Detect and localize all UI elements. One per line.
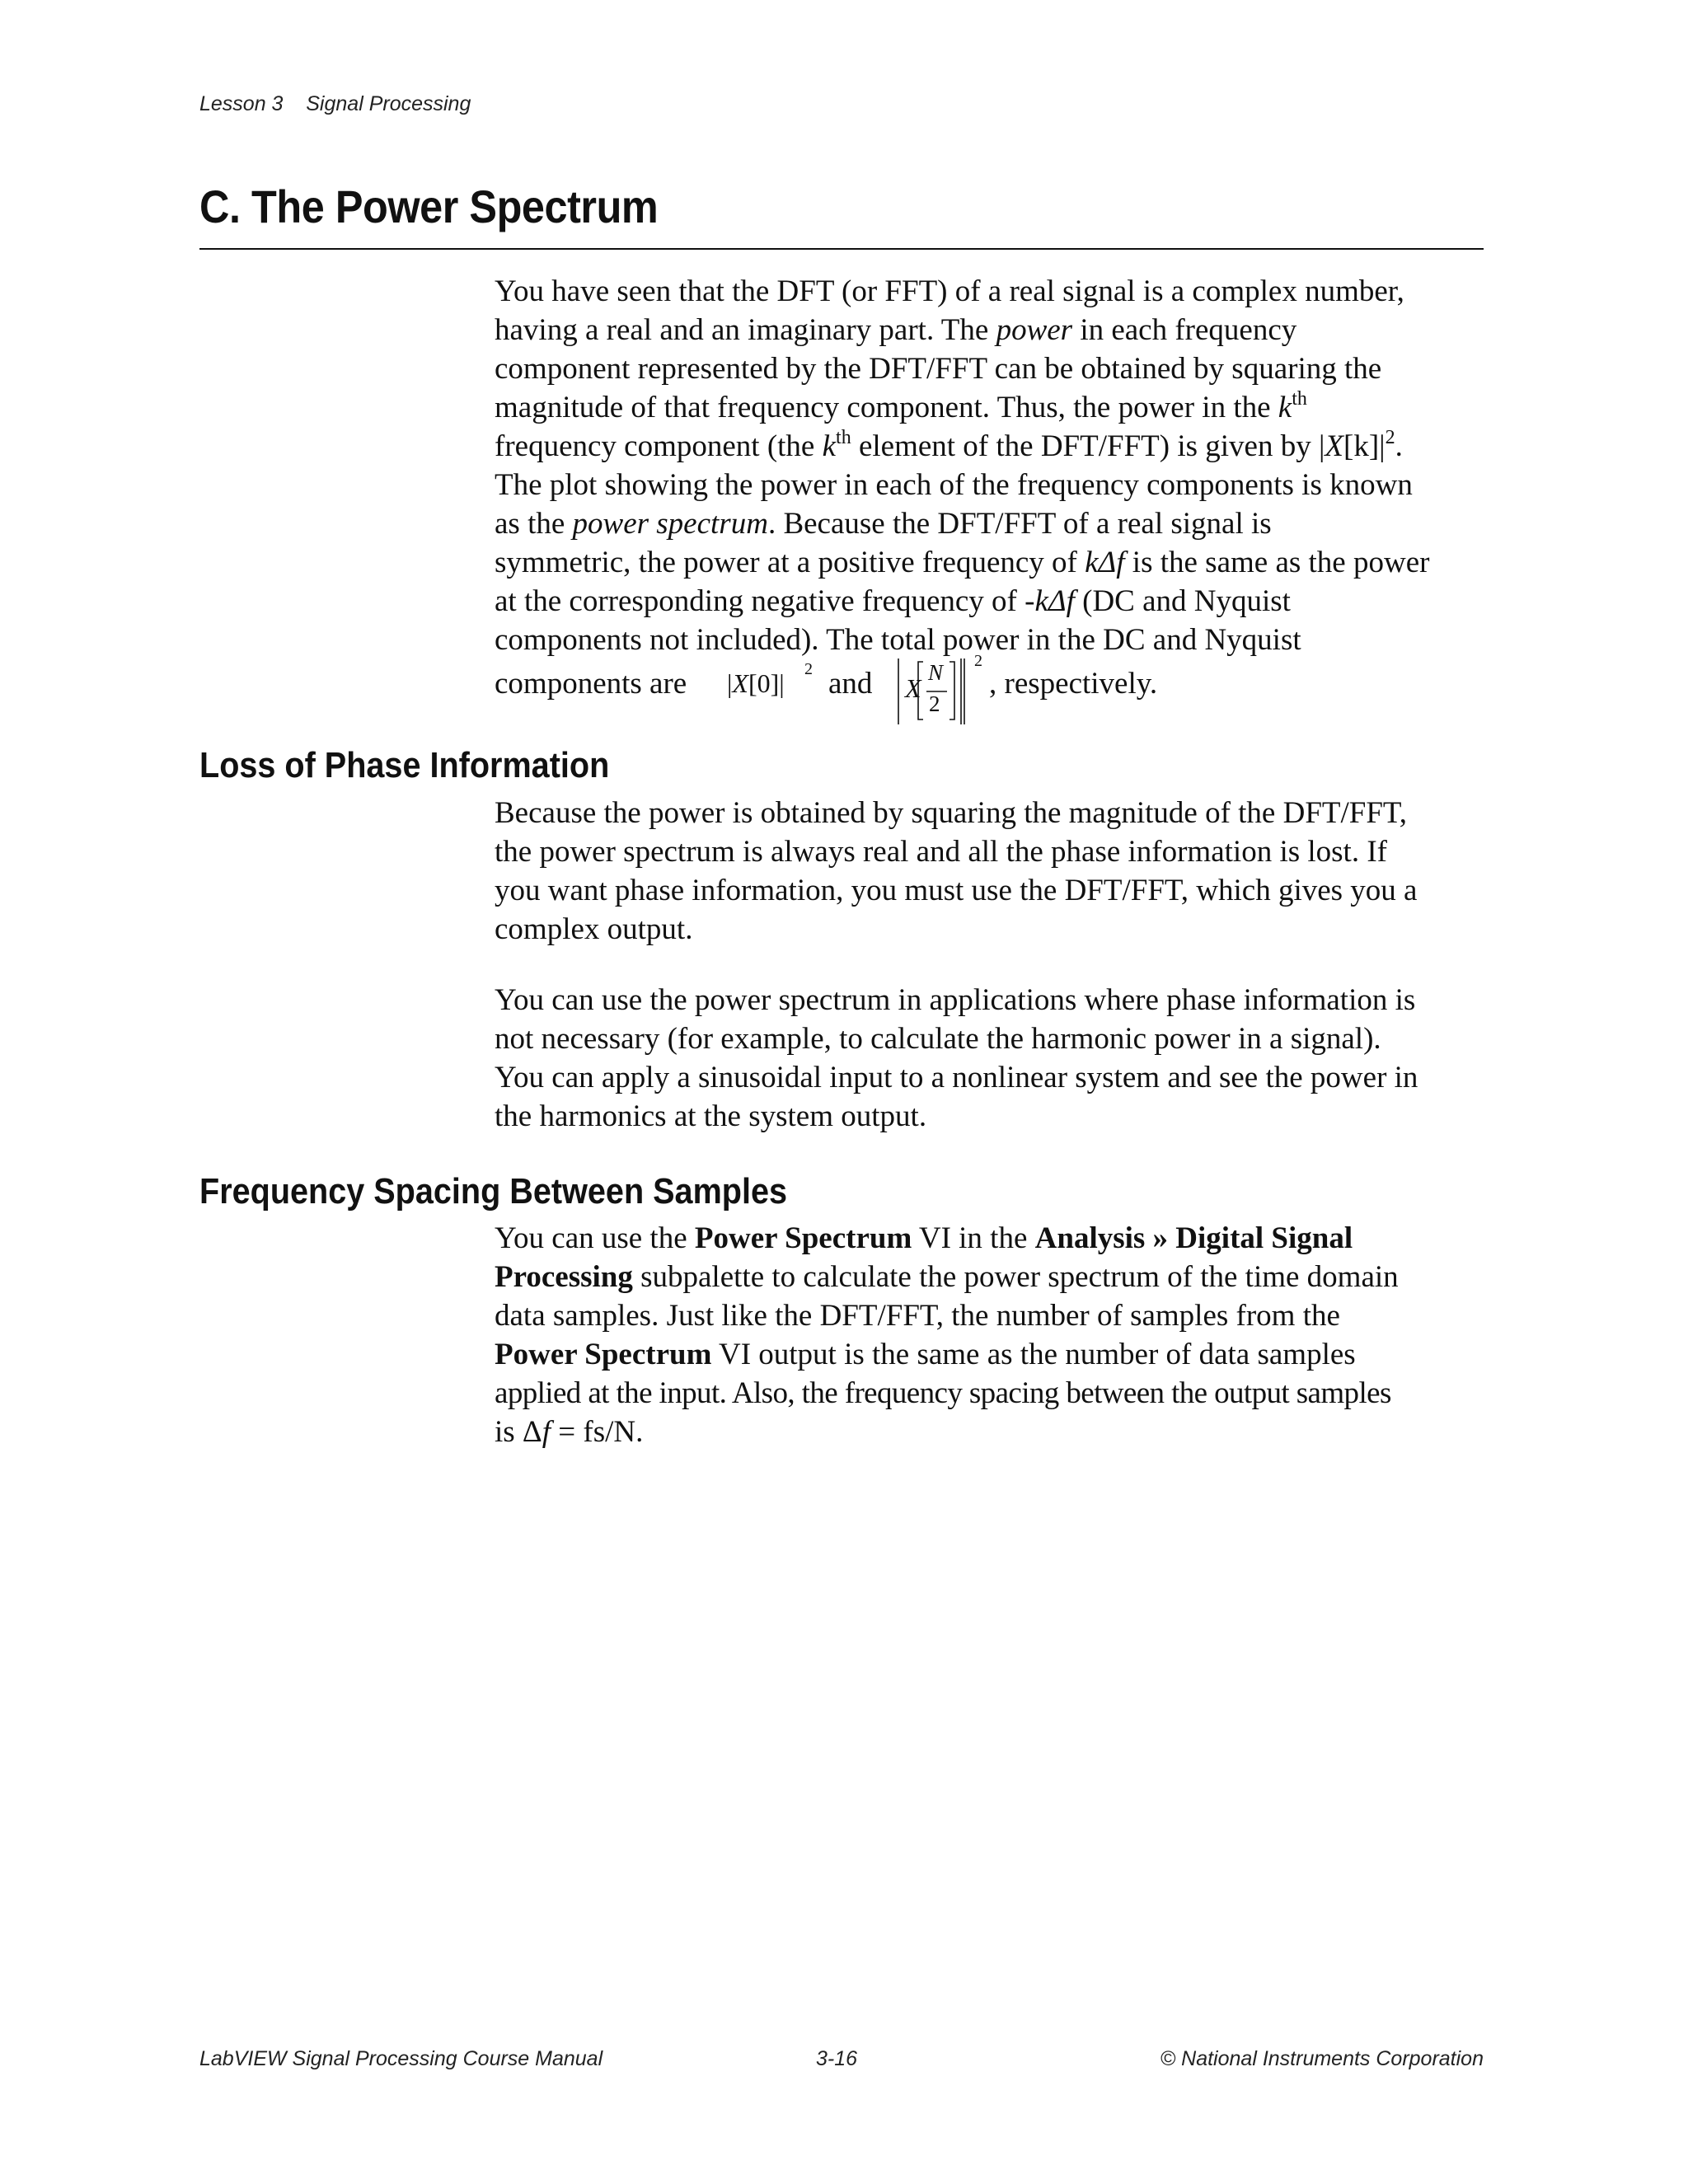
formula-lead-text: components are: [495, 667, 687, 701]
math-k: k: [822, 429, 837, 463]
dc-index: [0]|: [748, 668, 785, 698]
text-run: in each frequency: [1072, 313, 1297, 347]
text-run: VI in the: [912, 1221, 1035, 1255]
text-run: symmetric, the power at a positive frequency of: [495, 546, 1085, 579]
loss-of-phase-paragraph-1: [495, 794, 1484, 949]
formula-and-text: and: [828, 667, 873, 701]
dc-power-formula: [727, 668, 785, 699]
emphasis-power-spectrum: power spectrum: [572, 507, 768, 541]
superscript-2: 2: [1385, 427, 1395, 448]
nyquist-exponent: 2: [974, 652, 982, 670]
intro-line-10: components not included). The total power in the DC and Nyquist: [495, 623, 1301, 657]
intro-line-3: component represented by the DFT/FFT can be obtained by squaring the: [495, 352, 1382, 386]
paragraph-line: applied at the input. Also, the frequency spacing between the output samples: [495, 1376, 1391, 1410]
text-run: at the corresponding negative frequency of -: [495, 584, 1035, 618]
abs-bar: |: [727, 668, 733, 698]
superscript-th: th: [1292, 388, 1307, 410]
paragraph-line: you want phase information, you must use the DFT/FFT, which gives you a: [495, 874, 1418, 907]
text-run: as the: [495, 507, 573, 541]
text-run: is Δ: [495, 1415, 542, 1449]
paragraph-line: You can apply a sinusoidal input to a nonlinear system and see the power in: [495, 1061, 1418, 1094]
emphasis-power: power: [996, 313, 1073, 347]
math-x: X: [732, 668, 748, 698]
intro-line-8: [495, 543, 1484, 582]
paragraph-line: the power spectrum is always real and all the phase information is lost. If: [495, 835, 1387, 869]
footer-page-number: 3-16: [816, 2047, 858, 2070]
paragraph-line: [495, 1219, 1484, 1258]
math-k-delta-f: kΔf: [1085, 546, 1125, 579]
bold-power-spectrum: Power Spectrum: [694, 1221, 912, 1255]
math-f: f: [542, 1415, 551, 1449]
math-x: X: [1325, 429, 1343, 463]
paragraph-line: data samples. Just like the DFT/FFT, the number of samples from the: [495, 1299, 1340, 1333]
text-run: having a real and an imaginary part. The: [495, 313, 996, 347]
bold-palette-path: Analysis » Digital Signal: [1034, 1221, 1353, 1255]
nyquist-x: X: [905, 673, 921, 703]
nyquist-denominator: 2: [929, 691, 940, 716]
frequency-spacing-paragraph: [495, 1219, 1484, 1451]
paragraph-line: the harmonics at the system output.: [495, 1099, 927, 1133]
heading-frequency-spacing: Frequency Spacing Between Samples: [199, 1171, 788, 1212]
paragraph-line: [495, 1335, 1484, 1374]
text-run: frequency component (the: [495, 429, 823, 463]
intro-line-9: [495, 582, 1484, 621]
text-run: VI output is the same as the number of data samples: [711, 1338, 1356, 1371]
intro-line-1: You have seen that the DFT (or FFT) of a real signal is a complex number,: [495, 274, 1404, 308]
paragraph-line: [495, 1413, 1484, 1451]
formula-tail-text: , respectively.: [989, 667, 1158, 701]
text-run: [k]|: [1343, 429, 1386, 463]
section-title: C. The Power Spectrum: [199, 180, 659, 232]
math-k: k: [1278, 391, 1292, 424]
paragraph-line: not necessary (for example, to calculate the harmonic power in a signal).: [495, 1022, 1381, 1056]
intro-line-5: [495, 427, 1484, 466]
text-run: subpalette to calculate the power spectrum of the time domain: [632, 1260, 1399, 1294]
footer-manual-title: LabVIEW Signal Processing Course Manual: [199, 2047, 603, 2070]
superscript-th: th: [836, 427, 851, 448]
text-run: (DC and Nyquist: [1074, 584, 1291, 618]
dc-exponent: 2: [804, 660, 813, 678]
loss-of-phase-paragraph-2: [495, 981, 1484, 1136]
intro-line-7: [495, 504, 1484, 543]
bold-power-spectrum: Power Spectrum: [495, 1338, 712, 1371]
paragraph-line: Because the power is obtained by squaring the magnitude of the DFT/FFT,: [495, 796, 1408, 830]
running-header: Lesson 3 Signal Processing: [199, 92, 471, 115]
text-run: element of the DFT/FFT) is given by |: [851, 429, 1325, 463]
paragraph-line: complex output.: [495, 912, 693, 946]
math-k-delta-f: kΔf: [1034, 584, 1075, 618]
bold-processing: Processing: [495, 1260, 633, 1294]
paragraph-line: [495, 1258, 1484, 1296]
nyquist-numerator: N: [928, 660, 944, 685]
text-run: is the same as the power: [1124, 546, 1430, 579]
intro-line-4: [495, 388, 1484, 427]
heading-loss-of-phase: Loss of Phase Information: [199, 745, 610, 785]
paragraph-line: You can use the power spectrum in applications where phase information is: [495, 983, 1416, 1017]
intro-paragraph: [495, 272, 1484, 659]
text-run: magnitude of that frequency component. Thus, the power in the: [495, 391, 1278, 424]
formula-line: [495, 652, 1484, 738]
text-run: .: [1395, 429, 1403, 463]
intro-line-2: [495, 311, 1484, 349]
title-rule: [199, 248, 1484, 250]
intro-line-6: The plot showing the power in each of the frequency components is known: [495, 468, 1413, 502]
text-run: . Because the DFT/FFT of a real signal is: [767, 507, 1272, 541]
text-run: You can use the: [495, 1221, 695, 1255]
footer-copyright: © National Instruments Corporation: [1160, 2047, 1484, 2070]
text-run: = fs/N.: [551, 1415, 644, 1449]
